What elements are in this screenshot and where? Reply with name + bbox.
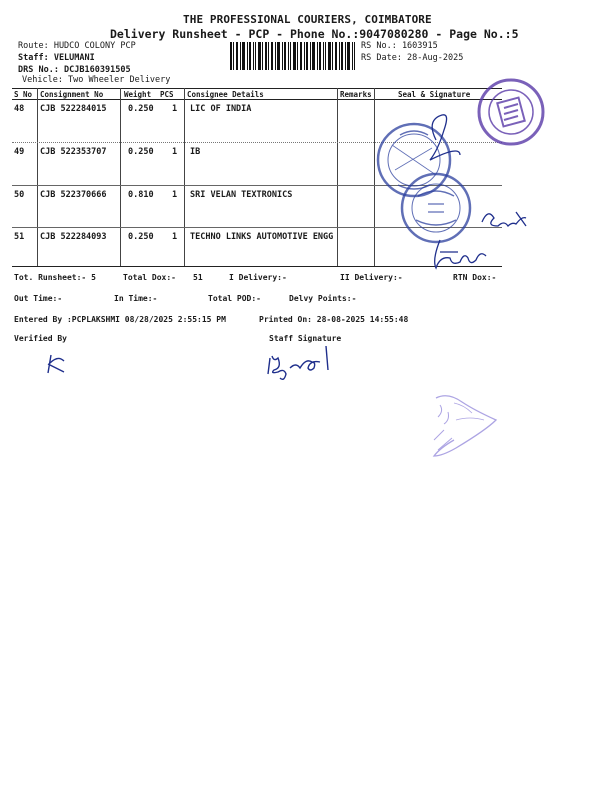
in-time: In Time:-: [114, 294, 158, 303]
runsheet-title: Delivery Runsheet - PCP - Phone No.:9047080280 - Page No.:5: [110, 27, 519, 41]
delivery-points: Delvy Points:-: [289, 294, 357, 303]
college-stamp: [479, 80, 543, 144]
row-pcs: 1: [172, 232, 178, 242]
staff: Staff: VELUMANI: [18, 53, 95, 63]
col-header-seal-signature: Seal & Signature: [398, 90, 471, 99]
col-header-weight: Weight: [124, 90, 152, 99]
total-dox-label: Total Dox:-: [123, 273, 176, 282]
total-pod: Total POD:-: [208, 294, 261, 303]
staff-signature: [268, 346, 328, 379]
ii-delivery: II Delivery:-: [340, 273, 403, 282]
row-consignee: TECHNO LINKS AUTOMOTIVE ENGG: [190, 232, 334, 242]
col-header-consignee: Consignee Details: [187, 90, 264, 99]
total-runsheet: Tot. Runsheet:- 5: [14, 273, 96, 282]
company-name: THE PROFESSIONAL COURIERS, COIMBATORE: [183, 13, 432, 26]
row-consignee: SRI VELAN TEXTRONICS: [190, 190, 293, 200]
row-pcs: 1: [172, 104, 178, 114]
entered-by: Entered By :PCPLAKSHMI 08/28/2025 2:55:15 PM: [14, 315, 226, 324]
rs-date: RS Date: 28-Aug-2025: [361, 53, 464, 63]
row-consignment: CJB 522284093: [40, 232, 107, 242]
row-consignee: LIC OF INDIA: [190, 104, 252, 114]
row-pcs: 1: [172, 147, 178, 157]
row-sno: 51: [14, 232, 25, 242]
route: Route: HUDCO COLONY PCP: [18, 41, 136, 51]
staff-signature-label: Staff Signature: [269, 334, 342, 343]
row-weight: 0.250: [128, 232, 154, 242]
row-weight: 0.250: [128, 147, 154, 157]
signature-row-50: [482, 212, 526, 226]
row-consignment: CJB 522370666: [40, 190, 107, 200]
company-round-stamp: [378, 124, 450, 196]
col-header-sno: S No: [14, 90, 33, 99]
row-consignment: CJB 522353707: [40, 147, 107, 157]
row-pcs: 1: [172, 190, 178, 200]
row-weight: 0.250: [128, 104, 154, 114]
rs-number: RS No.: 1603915: [361, 41, 438, 51]
row-sno: 50: [14, 190, 25, 200]
spintech-stamp: [402, 174, 470, 242]
verified-by-signature: [48, 355, 64, 373]
faint-stamp-scribble: [434, 396, 496, 456]
row-sno: 49: [14, 147, 25, 157]
signature-row-51: [435, 240, 486, 268]
out-time: Out Time:-: [14, 294, 63, 303]
row-consignee: IB: [190, 147, 201, 157]
printed-on: Printed On: 28-08-2025 14:55:48: [259, 315, 409, 324]
total-dox-value: 51: [193, 273, 203, 282]
vehicle: Vehicle: Two Wheeler Delivery: [22, 75, 171, 85]
row-consignment: CJB 522284015: [40, 104, 107, 114]
rtn-dox: RTN Dox:-: [453, 273, 497, 282]
row-sno: 48: [14, 104, 25, 114]
col-header-pcs: PCS: [160, 90, 174, 99]
col-header-consignment: Consignment No: [40, 90, 104, 99]
signature-row-48: [430, 115, 460, 160]
drs-number: DRS No.: DCJB160391505: [18, 65, 131, 75]
verified-by-label: Verified By: [14, 334, 67, 343]
i-delivery: I Delivery:-: [229, 273, 287, 282]
col-header-remarks: Remarks: [340, 90, 372, 99]
row-weight: 0.810: [128, 190, 154, 200]
